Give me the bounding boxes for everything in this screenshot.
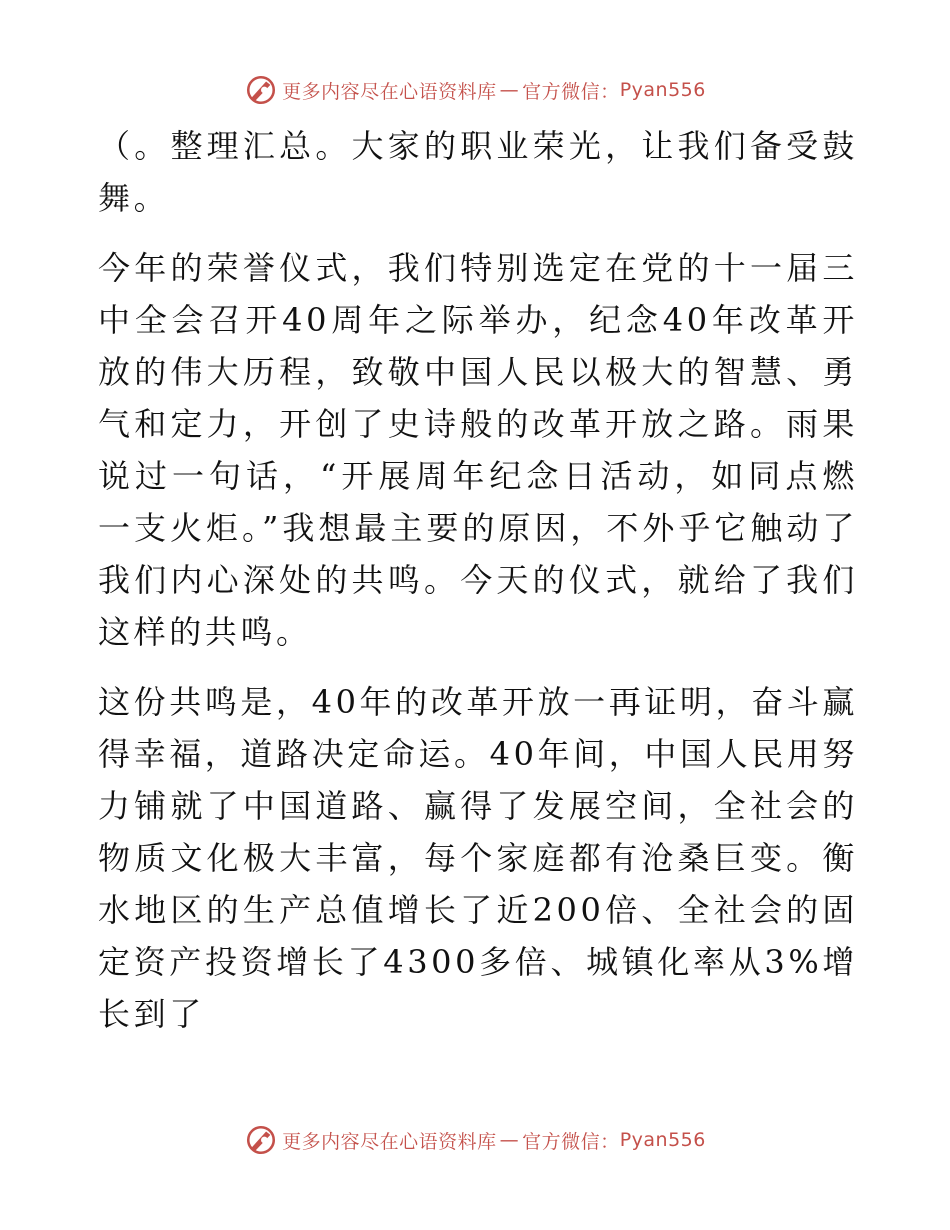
watermark-wechat-label: 官方微信：	[522, 1130, 620, 1153]
paragraph-1: （。整理汇总。大家的职业荣光，让我们备受鼓舞。	[98, 127, 858, 217]
paragraph-2: 今年的荣誉仪式，我们特别选定在党的十一届三中全会召开40周年之际举办，纪念40年改革开放的伟大历程，致敬中国人民以极大的智慧、勇气和定力，开创了史诗般的改革开放之路。雨果说过一句话，“开展周年纪念日活动，如同点燃一支火炬。”我想最主要的原因，不外乎它触动了我们内心深处的共鸣。今天的仪式，就给了我们这样的共鸣。	[98, 249, 858, 651]
pen-logo-icon	[244, 1123, 278, 1157]
paragraph-3: 这份共鸣是，40年的改革开放一再证明，奋斗赢得幸福，道路决定命运。40年间，中国人民用努力铺就了中国道路、赢得了发展空间，全社会的物质文化极大丰富，每个家庭都有沧桑巨变。衡水地区的生产总值增长了近200倍、全社会的固定资产投资增长了4300多倍、城镇化率从3%增长到了	[98, 683, 858, 1033]
watermark-brand: 更多内容尽在心语资料库	[282, 80, 497, 103]
pen-logo-icon	[244, 73, 278, 107]
watermark-brand: 更多内容尽在心语资料库	[282, 1130, 497, 1153]
watermark-wechat-id: Pyan556	[619, 79, 706, 101]
watermark-wechat-label: 官方微信：	[522, 80, 620, 103]
watermark-wechat-id: Pyan556	[619, 1129, 706, 1151]
watermark-dash: —	[499, 1129, 520, 1151]
header-watermark	[0, 70, 950, 110]
watermark-dash: —	[499, 79, 520, 101]
document-body	[98, 120, 858, 1040]
footer-watermark	[0, 1120, 950, 1160]
